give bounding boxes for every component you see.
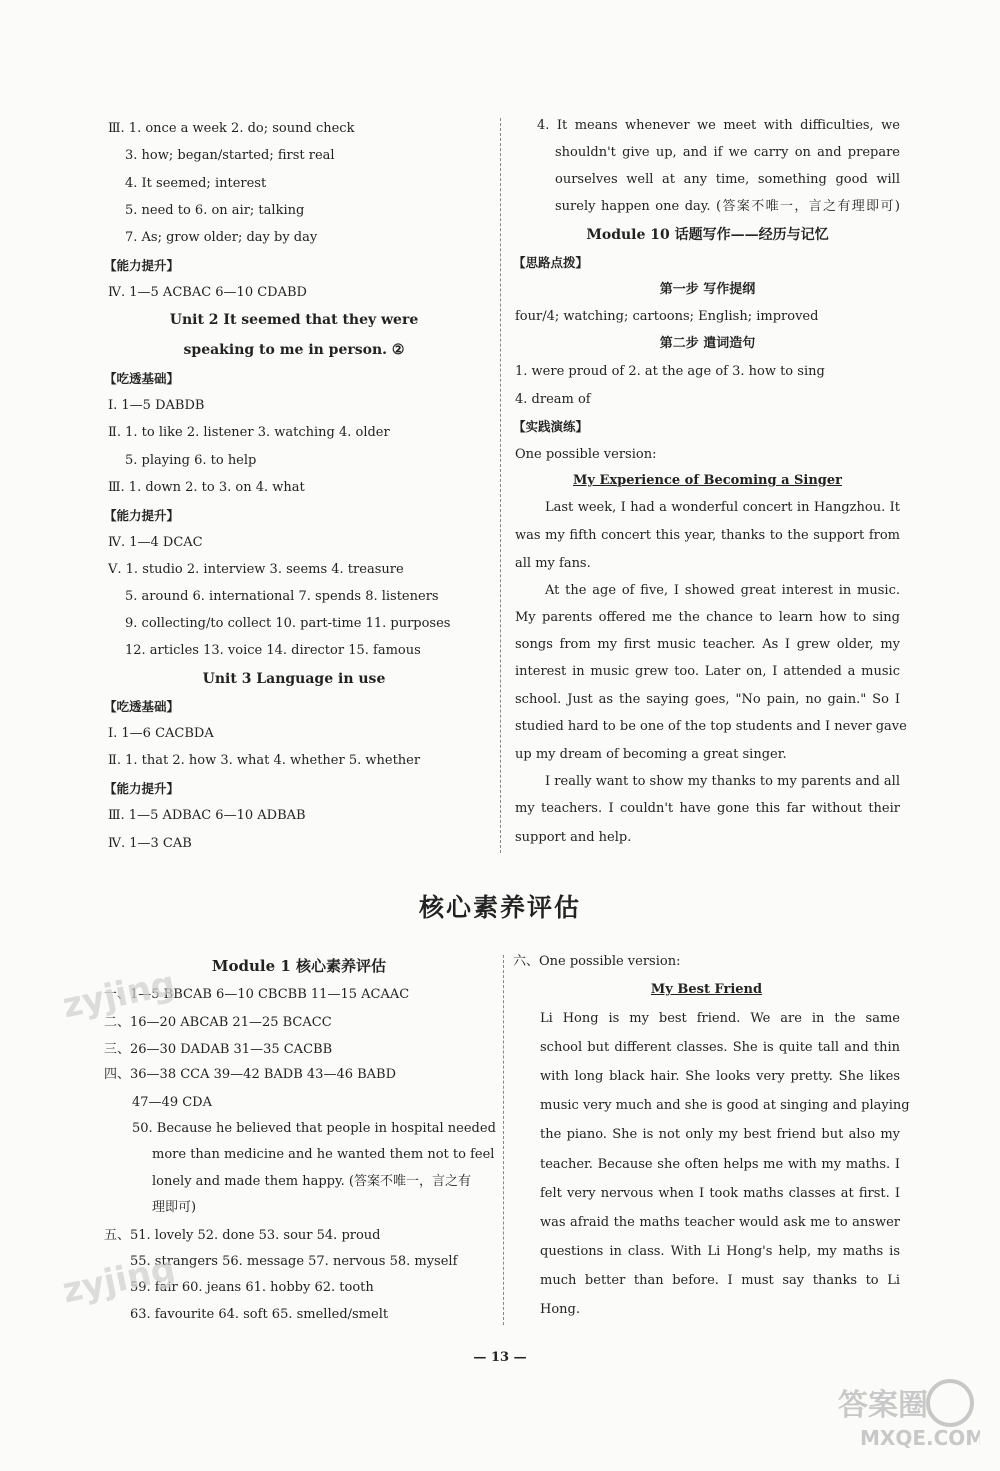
answer-line: shouldn't give up, and if we carry on and prepare (555, 145, 900, 160)
section-label: 【能力提升】 (104, 508, 180, 523)
page-number: — 13 — (473, 1350, 527, 1365)
essay-line: felt very nervous when I took maths classes at first. I (540, 1186, 900, 1201)
essay-line: songs from my first music teacher. As I grew older, my (515, 637, 900, 652)
essay-line: studied hard to be one of the top students and I never gave (515, 719, 907, 734)
essay-line: was afraid the maths teacher would ask me to answer (540, 1215, 900, 1230)
essay-line: I really want to show my thanks to my parents and all (545, 774, 900, 789)
answer-line: 63. favourite 64. soft 65. smelled/smelt (130, 1307, 389, 1322)
essay-line: was my fifth concert this year, thanks to the support from (515, 528, 900, 543)
answer-line: 5. playing 6. to help (125, 453, 257, 468)
unit-heading: speaking to me in person. ② (183, 342, 405, 358)
answer-line: Ⅴ. 1. studio 2. interview 3. seems 4. treasure (108, 562, 404, 577)
answer-line: Ⅳ. 1—5 ACBAC 6—10 CDABD (108, 285, 307, 300)
essay-line: questions in class. With Li Hong's help, my maths is (540, 1244, 900, 1259)
answer-line: more than medicine and he wanted them not to feel (152, 1147, 495, 1162)
module-heading: Module 10 话题写作——经历与记忆 (586, 227, 829, 243)
answer-line: Ⅲ. 1—5 ADBAC 6—10 ADBAB (108, 808, 306, 823)
step-heading: 第一步 写作提纲 (659, 282, 756, 297)
answer-line: 5. around 6. international 7. spends 8. listeners (125, 589, 439, 604)
answer-line: four/4; watching; cartoons; English; improved (515, 309, 819, 324)
answer-line: lonely and made them happy. (答案不唯一，言之有 (152, 1174, 471, 1189)
logo-text: 答案圈 (838, 1388, 928, 1423)
answer-line: Ⅲ. 1. once a week 2. do; sound check (108, 121, 355, 136)
module-heading: Module 1 核心素养评估 (211, 957, 387, 975)
answer-line: 理即可) (152, 1200, 197, 1215)
answer-line: 二、16—20 ABCAB 21—25 BCACC (104, 1015, 332, 1030)
answer-line: Ⅰ. 1—6 CACBDA (108, 726, 214, 741)
answer-line: Ⅱ. 1. to like 2. listener 3. watching 4. older (108, 425, 390, 440)
essay-line: school but different classes. She is quite tall and thin (540, 1040, 900, 1055)
answer-line: 一、1—5 BBCAB 6—10 CBCBB 11—15 ACAAC (104, 987, 410, 1002)
section-label: 【能力提升】 (104, 781, 180, 796)
answer-line: 3. how; began/started; first real (125, 148, 335, 163)
answer-line: 5. need to 6. on air; talking (125, 203, 305, 218)
answer-line: Ⅳ. 1—3 CAB (108, 836, 192, 851)
answer-line: 7. As; grow older; day by day (125, 230, 318, 245)
answer-line: 六、One possible version: (513, 954, 681, 969)
essay-line: teacher. Because she often helps me with my maths. I (540, 1157, 900, 1172)
answer-line: 50. Because he believed that people in hospital needed (132, 1121, 496, 1136)
unit-heading: Unit 2 It seemed that they were (169, 312, 419, 328)
column-divider (503, 955, 504, 1325)
answer-line: 47—49 CDA (132, 1095, 212, 1110)
answer-line: 59. fair 60. jeans 61. hobby 62. tooth (130, 1280, 374, 1295)
answer-line: 三、26—30 DADAB 31—35 CACBB (104, 1042, 333, 1057)
answer-line: 9. collecting/to collect 10. part-time 11. purposes (125, 616, 451, 631)
section-label: 【实践演练】 (513, 419, 589, 434)
step-heading: 第二步 遣词造句 (659, 336, 756, 351)
essay-line: my teachers. I couldn't have gone this far without their (515, 801, 900, 816)
section-label: 【能力提升】 (104, 258, 180, 273)
essay-line: school. Just as the saying goes, "No pain, no gain." So I (515, 692, 900, 707)
essay-title: My Best Friend (650, 982, 763, 997)
column-divider (500, 118, 501, 853)
answer-line: 1. were proud of 2. at the age of 3. how to sing (515, 364, 825, 379)
answer-line: 4. It seemed; interest (125, 176, 267, 191)
logo-badge-icon (830, 1373, 980, 1453)
answer-line: 55. strangers 56. message 57. nervous 58. myself (130, 1254, 458, 1269)
answer-line: Ⅲ. 1. down 2. to 3. on 4. what (108, 480, 305, 495)
essay-line: music very much and she is good at singing and playing (540, 1098, 910, 1113)
essay-line: with long black hair. She looks very pretty. She likes (540, 1069, 900, 1084)
answer-line: 4. dream of (515, 392, 591, 407)
essay-line: up my dream of becoming a great singer. (515, 747, 787, 762)
section-title: 核心素养评估 (418, 893, 581, 922)
unit-heading: Unit 3 Language in use (202, 671, 386, 687)
answer-line: surely happen one day. (答案不唯一，言之有理即可) (555, 199, 900, 214)
answer-line: Ⅰ. 1—5 DABDB (108, 398, 205, 413)
essay-line: At the age of five, I showed great interest in music. (545, 583, 900, 598)
essay-line: Hong. (540, 1302, 580, 1317)
section-label: 【吃透基础】 (104, 371, 180, 386)
essay-line: the piano. She is not only my best friend but also my (540, 1127, 900, 1142)
logo-url: MXQE.COM (860, 1426, 980, 1450)
watermark-text: zyjing (59, 963, 179, 1027)
answer-line: 四、36—38 CCA 39—42 BADB 43—46 BABD (104, 1067, 397, 1082)
essay-line: Last week, I had a wonderful concert in Hangzhou. It (545, 500, 900, 515)
essay-line: support and help. (515, 830, 632, 845)
essay-line: much better than before. I must say thanks to Li (540, 1273, 900, 1288)
section-label: 【吃透基础】 (104, 699, 180, 714)
answer-line: 12. articles 13. voice 14. director 15. famous (125, 643, 421, 658)
section-label: 【思路点拨】 (513, 255, 589, 270)
site-logo (830, 1373, 980, 1453)
answer-line: Ⅳ. 1—4 DCAC (108, 535, 203, 550)
answer-line: One possible version: (515, 447, 657, 462)
answer-line: 五、51. lovely 52. done 53. sour 54. proud (104, 1228, 381, 1243)
essay-line: interest in music grew too. Later on, I attended a music (515, 664, 900, 679)
essay-line: Li Hong is my best friend. We are in the same (540, 1011, 900, 1026)
essay-line: My parents offered me the chance to learn how to sing (515, 610, 900, 625)
watermark-text: zyjing (59, 1248, 179, 1312)
answer-line: ourselves well at any time, something good will (555, 172, 900, 187)
essay-line: all my fans. (515, 556, 591, 571)
answer-line: Ⅱ. 1. that 2. how 3. what 4. whether 5. whether (108, 753, 421, 768)
answer-line: 4. It means whenever we meet with difficulties, we (537, 118, 900, 133)
essay-title: My Experience of Becoming a Singer (572, 473, 843, 488)
